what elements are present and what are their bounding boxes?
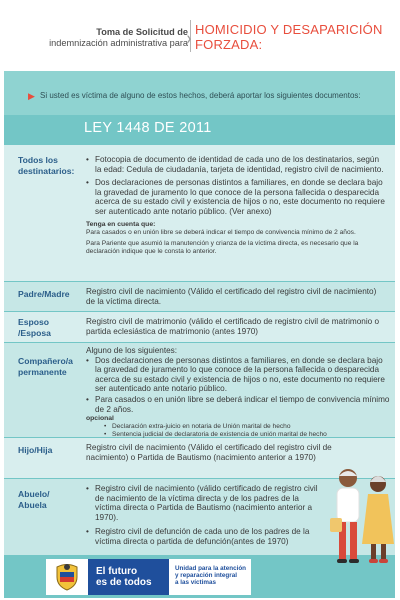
unit-name-line1: Unidad para la atención: [175, 565, 247, 572]
row-esposo-esposa: [4, 312, 395, 342]
list-item: • Declaración extra-juicio en notaria de Unión marital de hecho: [86, 423, 390, 431]
header-subtitle: [49, 27, 188, 49]
footer: [46, 559, 251, 595]
row-label-abuelo-line1: Abuelo/: [18, 489, 50, 499]
row-label-abuelo-line2: Abuela: [18, 499, 47, 510]
list-item: • Fotocopia de documento de identidad de cada uno de los destinatarios, según la edad: Cedula de ciudadanía, tarjeta de identidad, registro civil de nacimiento.: [86, 155, 386, 174]
unit-name-line2: y reparación integral: [175, 572, 237, 580]
list-item: • Dos declaraciones de personas distintos a familiares, en donde se declara bajo la gravedad de juramento lo que conoce de la persona fallecida o desparecida acerca de su estado civil y existencia de hijos o no, este documento no requiere ser autenticado ante notario público. (Ver anexo): [86, 178, 386, 216]
unit-name-block: [169, 559, 251, 595]
arrow-right-icon: ▶: [28, 91, 35, 101]
header-title-line1: HOMICIDIO Y DESAPARICIÓN: [195, 22, 383, 37]
row-body-hijo: Registro civil de nacimiento (Válido el certificado del registro civil de nacimiento) o Partida de Bautismo (nacimiento anterior a 1970): [86, 443, 332, 462]
elderly-couple-illustration: [326, 462, 398, 580]
intro-band: [4, 71, 395, 115]
row-companero-permanente: [4, 343, 395, 437]
header-subtitle-line1: Toma de Solicitud de: [96, 27, 188, 37]
list-item: • Registro civil de nacimiento (válido certificado de registro civil de nacimiento de la víctima directa y de los padres de la víctima directa o Partida de Bautismo (nacimiento anterior a 1970).: [86, 484, 324, 522]
row-body-todos: [86, 155, 386, 256]
coat-of-arms-logo: [46, 559, 88, 595]
slogan-block: [88, 559, 169, 595]
intro-text: Si usted es víctima de alguno de estos hechos, deberá aportar los siguientes documentos:: [40, 91, 361, 100]
header: [0, 0, 400, 66]
list-item: • Dos declaraciones de personas distintos a familiares, en donde se declara bajo la gravedad de juramento lo que conoce de la persona fallecida o desparecida acerca de su estado civil y existencia de hijos o no, este documento no requiere ser autenticado ante notario público.: [86, 356, 390, 394]
row-body-abuelo: [86, 484, 324, 551]
row-label-esposo: [18, 317, 51, 338]
list-item: • Registro civil de defunción de cada uno de los padres de la víctima directa o partida de defunción(antes de 1970): [86, 527, 324, 546]
row-label-companero: [18, 356, 73, 377]
note-title: Tenga en cuenta que:: [86, 220, 156, 228]
row-label-padre: Padre/Madre: [18, 289, 70, 299]
row-padre-madre: [4, 282, 395, 311]
header-title: [195, 22, 400, 52]
row-label-todos: [18, 155, 74, 176]
header-subtitle-line2: indemnización administrativa para: [49, 38, 188, 48]
note-text: Para Pariente que asumió la manutención y crianza de la víctima directa, es necesario que la declaración indique que le consta lo anterior.: [86, 239, 359, 255]
list-item: • Para casados o en unión libre se deberá indicar el tiempo de convivencia mínimo de 2 años.: [86, 395, 390, 414]
companero-intro: Alguno de los siguientes:: [86, 346, 178, 355]
row-label-companero-line2: permanente: [18, 366, 67, 377]
unit-name-line3: a las víctimas: [175, 579, 216, 587]
row-body-companero: [86, 346, 390, 439]
row-label-todos-line1: Todos los: [18, 155, 58, 165]
row-label-esposo-line2: /Esposa: [18, 327, 51, 338]
shield-icon: [55, 563, 79, 591]
slogan-line1: El futuro: [96, 566, 138, 577]
row-label-esposo-line1: Esposo: [18, 317, 50, 327]
row-label-hijo: Hijo/Hija: [18, 445, 53, 455]
chevron-right-icon: ❯: [186, 36, 192, 43]
list-item: • Sentencia judicial de declaratoria de existencia de unión marital de hecho: [86, 431, 390, 439]
slogan-line2: es de todos: [96, 577, 152, 588]
row-body-padre: Registro civil de nacimiento (Válido el certificado del registro civil de nacimiento) de la víctima directa.: [86, 287, 377, 306]
note-text: Para casados o en unión libre se deberá indicar el tiempo de convivencia mínimo de 2 años.: [86, 228, 356, 236]
row-todos-destinatarios: [4, 145, 395, 281]
row-label-todos-line2: destinatarios:: [18, 165, 75, 176]
header-title-line2: FORZADA:: [195, 37, 263, 52]
law-title: LEY 1448 DE 2011: [84, 120, 212, 136]
row-body-esposo: Registro civil de matrimonio (válido el certificado de registro civil de matrimonio o partida eclesiástica de matrimonio (antes 1970): [86, 317, 380, 336]
row-label-companero-line1: Compañero/a: [18, 356, 73, 366]
row-label-abuelo: [18, 489, 50, 510]
optional-title: opcional: [86, 415, 114, 423]
